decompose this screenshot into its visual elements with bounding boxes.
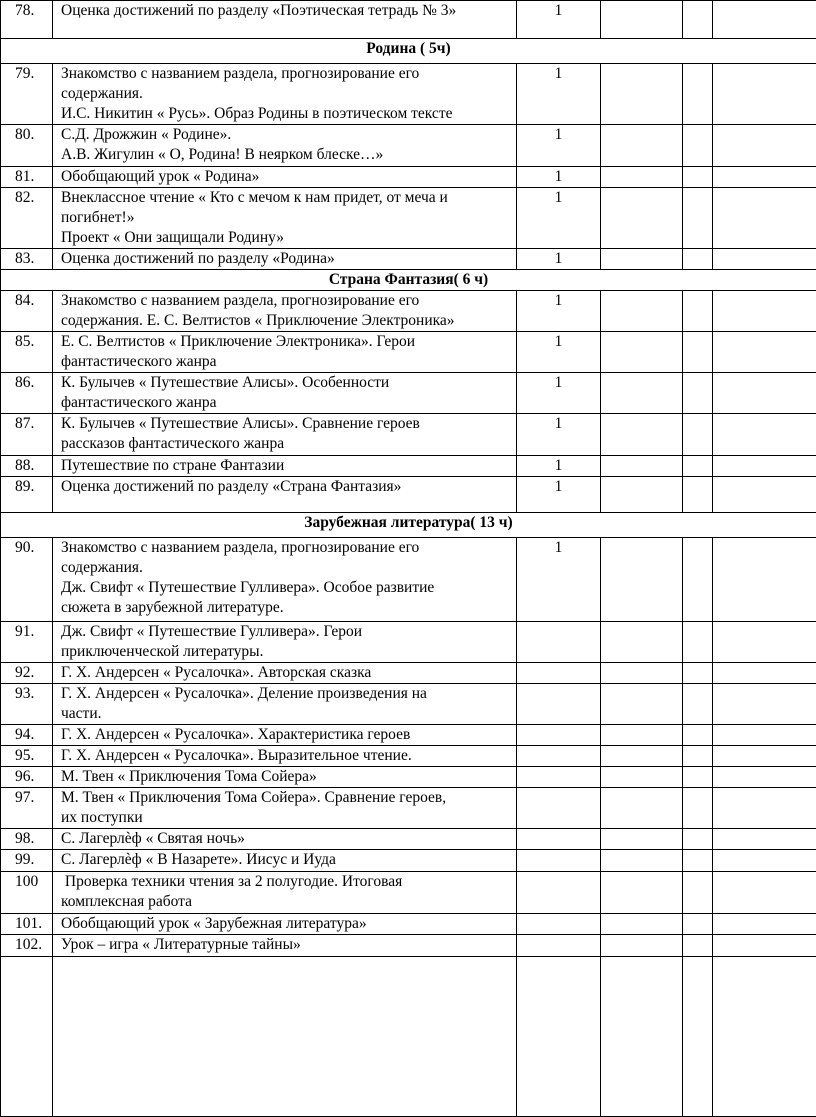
lesson-topic-line: комплексная работа (61, 892, 512, 912)
lesson-row (1, 746, 816, 767)
narrow-cell (683, 64, 713, 125)
planned-date-cell (601, 373, 683, 414)
planned-date-cell (601, 477, 683, 513)
section-header-row (1, 270, 816, 291)
planned-date-cell (601, 957, 683, 1117)
lesson-number: 95. (1, 746, 53, 767)
planned-date-cell (601, 725, 683, 746)
narrow-cell (683, 373, 713, 414)
lesson-hours (517, 957, 601, 1117)
lesson-row (1, 725, 816, 746)
lesson-hours (517, 788, 601, 829)
narrow-cell (683, 188, 713, 249)
lesson-row (1, 767, 816, 788)
actual-date-cell (713, 373, 816, 414)
lesson-topic-line: Знакомство с названием раздела, прогнозирование его (61, 64, 512, 84)
lesson-number: 91. (1, 622, 53, 663)
lesson-number: 99. (1, 850, 53, 872)
actual-date-cell (713, 767, 816, 788)
lesson-topic-line: М. Твен « Приключения Тома Сойера» (61, 767, 512, 787)
lesson-row (1, 872, 816, 914)
planned-date-cell (601, 850, 683, 872)
narrow-cell (683, 167, 713, 188)
lesson-row (1, 188, 816, 249)
lesson-row (1, 373, 816, 414)
narrow-cell (683, 788, 713, 829)
lesson-number: 86. (1, 373, 53, 414)
lesson-topic-line: Г. Х. Андерсен « Русалочка». Деление произведения на (61, 684, 512, 704)
narrow-cell (683, 414, 713, 456)
narrow-cell (683, 456, 713, 477)
lesson-number (1, 957, 53, 1117)
planned-date-cell (601, 1, 683, 39)
section-title: Родина ( 5ч) (1, 39, 816, 64)
planned-date-cell (601, 64, 683, 125)
lesson-topic (53, 188, 517, 249)
lesson-number: 101. (1, 914, 53, 935)
lesson-hours (517, 725, 601, 746)
lesson-topic (53, 332, 517, 373)
lesson-hours (517, 767, 601, 788)
section-title: Зарубежная литература( 13 ч) (1, 513, 816, 538)
actual-date-cell (713, 1, 816, 39)
narrow-cell (683, 1, 713, 39)
actual-date-cell (713, 125, 816, 167)
lesson-number: 85. (1, 332, 53, 373)
narrow-cell (683, 914, 713, 935)
lesson-row (1, 1, 816, 39)
lesson-number: 78. (1, 1, 53, 39)
lesson-number: 81. (1, 167, 53, 188)
lesson-row (1, 663, 816, 684)
lesson-topic (53, 249, 517, 270)
lesson-hours: 1 (517, 188, 601, 249)
planned-date-cell (601, 125, 683, 167)
actual-date-cell (713, 249, 816, 270)
lesson-topic (53, 456, 517, 477)
lesson-topic-line: фантастического жанра (61, 393, 512, 413)
lesson-number: 97. (1, 788, 53, 829)
narrow-cell (683, 332, 713, 373)
lesson-row (1, 125, 816, 167)
actual-date-cell (713, 291, 816, 332)
lesson-topic-line: содержания. (61, 84, 512, 104)
lesson-topic-line: их поступки (61, 808, 512, 828)
narrow-cell (683, 850, 713, 872)
lesson-row (1, 914, 816, 935)
planned-date-cell (601, 829, 683, 850)
lesson-topic-line: содержания. (61, 558, 512, 578)
narrow-cell (683, 249, 713, 270)
lesson-row (1, 829, 816, 850)
narrow-cell (683, 767, 713, 788)
lesson-hours: 1 (517, 332, 601, 373)
narrow-cell (683, 125, 713, 167)
lesson-number: 89. (1, 477, 53, 513)
planned-date-cell (601, 684, 683, 725)
planned-date-cell (601, 456, 683, 477)
lesson-topic-line: К. Булычев « Путешествие Алисы». Сравнение героев (61, 414, 512, 434)
lesson-hours: 1 (517, 64, 601, 125)
lesson-topic (53, 1, 517, 39)
lesson-row (1, 456, 816, 477)
planned-date-cell (601, 872, 683, 914)
lesson-row (1, 332, 816, 373)
narrow-cell (683, 725, 713, 746)
planned-date-cell (601, 935, 683, 957)
actual-date-cell (713, 935, 816, 957)
lesson-hours (517, 935, 601, 957)
actual-date-cell (713, 64, 816, 125)
lesson-topic-line: С. Лагерлѐф « Святая ночь» (61, 829, 512, 849)
lesson-topic (53, 725, 517, 746)
actual-date-cell (713, 725, 816, 746)
lesson-topic-line: Дж. Свифт « Путешествие Гулливера». Герои (61, 622, 512, 642)
section-header-row (1, 513, 816, 538)
lesson-topic (53, 850, 517, 872)
lesson-topic (53, 125, 517, 167)
lesson-topic (53, 829, 517, 850)
planned-date-cell (601, 788, 683, 829)
lesson-topic-line: Оценка достижений по разделу «Страна Фантазия» (61, 477, 512, 497)
actual-date-cell (713, 746, 816, 767)
lesson-hours: 1 (517, 538, 601, 622)
lesson-topic-line: фантастического жанра (61, 352, 512, 372)
lesson-topic (53, 622, 517, 663)
lesson-hours: 1 (517, 414, 601, 456)
lesson-topic-line: И.С. Никитин « Русь». Образ Родины в поэтическом тексте (61, 104, 512, 124)
actual-date-cell (713, 914, 816, 935)
lesson-topic-line: К. Булычев « Путешествие Алисы». Особенности (61, 373, 512, 393)
lesson-row (1, 850, 816, 872)
lesson-topic (53, 167, 517, 188)
actual-date-cell (713, 332, 816, 373)
lesson-hours (517, 746, 601, 767)
lesson-topic-line: Г. Х. Андерсен « Русалочка». Выразительное чтение. (61, 746, 512, 766)
actual-date-cell (713, 872, 816, 914)
lesson-hours (517, 663, 601, 684)
lesson-topic (53, 414, 517, 456)
lesson-topic (53, 788, 517, 829)
lesson-topic-line: М. Твен « Приключения Тома Сойера». Сравнение героев, (61, 788, 512, 808)
actual-date-cell (713, 167, 816, 188)
planned-date-cell (601, 249, 683, 270)
lesson-topic-line: Оценка достижений по разделу «Родина» (61, 249, 512, 269)
lesson-topic (53, 684, 517, 725)
lesson-hours (517, 622, 601, 663)
lesson-topic (53, 373, 517, 414)
lesson-topic (53, 746, 517, 767)
planned-date-cell (601, 746, 683, 767)
lesson-hours: 1 (517, 249, 601, 270)
lesson-hours: 1 (517, 373, 601, 414)
lesson-number: 96. (1, 767, 53, 788)
lesson-number: 80. (1, 125, 53, 167)
section-title: Страна Фантазия( 6 ч) (1, 270, 816, 291)
planned-date-cell (601, 538, 683, 622)
lesson-number: 94. (1, 725, 53, 746)
lesson-number: 92. (1, 663, 53, 684)
lesson-topic-line: Г. Х. Андерсен « Русалочка». Характеристика героев (61, 725, 512, 745)
narrow-cell (683, 957, 713, 1117)
planned-date-cell (601, 622, 683, 663)
lesson-topic-line: погибнет!» (61, 208, 512, 228)
lesson-topic (53, 663, 517, 684)
actual-date-cell (713, 414, 816, 456)
actual-date-cell (713, 663, 816, 684)
lesson-number: 100 (1, 872, 53, 914)
actual-date-cell (713, 957, 816, 1117)
lesson-row (1, 788, 816, 829)
narrow-cell (683, 935, 713, 957)
lesson-topic-line: Знакомство с названием раздела, прогнозирование его (61, 538, 512, 558)
narrow-cell (683, 663, 713, 684)
section-header-row (1, 39, 816, 64)
lesson-topic-line: Дж. Свифт « Путешествие Гулливера». Особое развитие (61, 578, 512, 598)
planned-date-cell (601, 914, 683, 935)
lesson-row (1, 167, 816, 188)
lesson-hours (517, 914, 601, 935)
lesson-topic (53, 767, 517, 788)
lesson-topic (53, 538, 517, 622)
lesson-number: 82. (1, 188, 53, 249)
lesson-row (1, 414, 816, 456)
lesson-hours: 1 (517, 291, 601, 332)
lesson-number: 90. (1, 538, 53, 622)
lesson-number: 83. (1, 249, 53, 270)
lesson-number: 84. (1, 291, 53, 332)
narrow-cell (683, 622, 713, 663)
lesson-row (1, 935, 816, 957)
lesson-topic-line: С.Д. Дрожжин « Родине». (61, 125, 512, 145)
actual-date-cell (713, 788, 816, 829)
lesson-topic (53, 935, 517, 957)
lesson-topic-line: Путешествие по стране Фантазии (61, 456, 512, 476)
lesson-hours (517, 872, 601, 914)
lesson-hours (517, 829, 601, 850)
actual-date-cell (713, 684, 816, 725)
lesson-topic-line: рассказов фантастического жанра (61, 434, 512, 454)
lesson-topic-line: Проверка техники чтения за 2 полугодие. Итоговая (61, 872, 512, 892)
planned-date-cell (601, 663, 683, 684)
lesson-row (1, 684, 816, 725)
lesson-topic-line: А.В. Жигулин « О, Родина! В неярком блеске…» (61, 145, 512, 165)
lesson-topic (53, 914, 517, 935)
lesson-topic-line: части. (61, 704, 512, 724)
actual-date-cell (713, 622, 816, 663)
planned-date-cell (601, 291, 683, 332)
lesson-number: 79. (1, 64, 53, 125)
lesson-hours: 1 (517, 167, 601, 188)
lesson-row (1, 64, 816, 125)
lesson-row (1, 249, 816, 270)
lesson-topic (53, 957, 517, 1117)
lesson-topic (53, 64, 517, 125)
planned-date-cell (601, 414, 683, 456)
lesson-topic (53, 291, 517, 332)
narrow-cell (683, 829, 713, 850)
lesson-topic-line: Обобщающий урок « Родина» (61, 167, 512, 187)
lesson-topic (53, 477, 517, 513)
actual-date-cell (713, 188, 816, 249)
narrow-cell (683, 872, 713, 914)
lesson-number: 87. (1, 414, 53, 456)
lesson-topic-line: Урок – игра « Литературные тайны» (61, 935, 512, 955)
lesson-topic-line: Внеклассное чтение « Кто с мечом к нам придет, от меча и (61, 188, 512, 208)
lesson-topic-line: приключенческой литературы. (61, 642, 512, 662)
lesson-row (1, 477, 816, 513)
lesson-topic-line: Знакомство с названием раздела, прогнозирование его (61, 291, 512, 311)
actual-date-cell (713, 850, 816, 872)
blank-row (1, 957, 816, 1117)
planned-date-cell (601, 767, 683, 788)
planned-date-cell (601, 188, 683, 249)
actual-date-cell (713, 829, 816, 850)
planned-date-cell (601, 332, 683, 373)
lesson-row (1, 538, 816, 622)
lesson-row (1, 622, 816, 663)
lesson-topic-line: Г. Х. Андерсен « Русалочка». Авторская сказка (61, 663, 512, 683)
actual-date-cell (713, 538, 816, 622)
lesson-number: 102. (1, 935, 53, 957)
lesson-hours: 1 (517, 477, 601, 513)
lesson-topic (53, 872, 517, 914)
actual-date-cell (713, 477, 816, 513)
lesson-hours (517, 684, 601, 725)
lesson-hours: 1 (517, 1, 601, 39)
lesson-number: 98. (1, 829, 53, 850)
lesson-topic-line: сюжета в зарубежной литературе. (61, 598, 512, 618)
lesson-topic-line: Обобщающий урок « Зарубежная литература» (61, 914, 512, 934)
narrow-cell (683, 477, 713, 513)
narrow-cell (683, 538, 713, 622)
lesson-topic-line: Проект « Они защищали Родину» (61, 228, 512, 248)
lesson-hours: 1 (517, 456, 601, 477)
actual-date-cell (713, 456, 816, 477)
lesson-number: 93. (1, 684, 53, 725)
lesson-topic-line: Е. С. Велтистов « Приключение Электроника». Герои (61, 332, 512, 352)
lesson-topic-line: С. Лагерлѐф « В Назарете». Иисус и Иуда (61, 850, 512, 870)
lesson-hours (517, 850, 601, 872)
narrow-cell (683, 684, 713, 725)
lesson-row (1, 291, 816, 332)
narrow-cell (683, 291, 713, 332)
lesson-hours: 1 (517, 125, 601, 167)
narrow-cell (683, 746, 713, 767)
lesson-topic-line: содержания. Е. С. Велтистов « Приключение Электроника» (61, 311, 512, 331)
lesson-number: 88. (1, 456, 53, 477)
lesson-topic-line: Оценка достижений по разделу «Поэтическая тетрадь № 3» (61, 1, 512, 21)
planned-date-cell (601, 167, 683, 188)
